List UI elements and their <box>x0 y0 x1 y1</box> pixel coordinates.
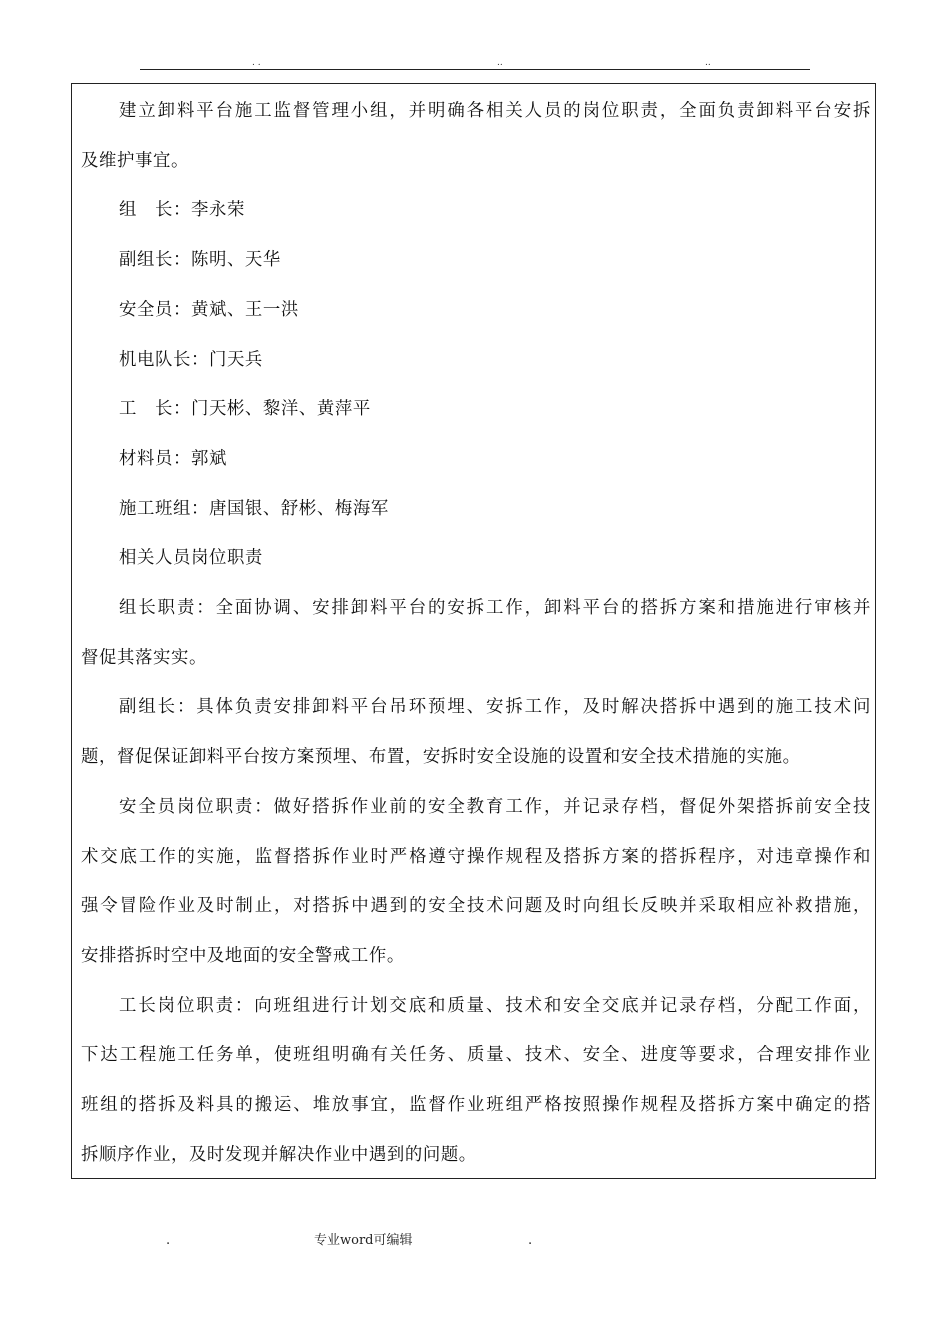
document-body <box>81 87 871 1180</box>
construction-team-line: 施工班组：唐国银、舒彬、梅海军 <box>119 498 389 519</box>
footer-dot-right: . <box>528 1233 533 1248</box>
paragraph-line: 安全员岗位职责：做好搭拆作业前的安全教育工作，并记录存档，督促外架搭拆前安全技 <box>119 796 871 817</box>
paragraph-line: 强令冒险作业及时制止，对搭拆中遇到的安全技术问题及时向组长反映并采取相应补救措施， <box>81 896 871 917</box>
paragraph-line: 副组长：具体负责安排卸料平台吊环预埋、安拆工作，及时解决搭拆中遇到的施工技术问 <box>119 697 871 718</box>
header-rule <box>140 69 810 70</box>
electromechanical-captain-line: 机电队长：门天兵 <box>119 349 263 370</box>
paragraph-line: 组长职责：全面协调、安排卸料平台的安拆工作，卸料平台的搭拆方案和措施进行审核并 <box>119 598 871 619</box>
paragraph-line: 安排搭拆时空中及地面的安全警戒工作。 <box>81 945 405 966</box>
header-dots-left: . . <box>252 58 261 68</box>
team-leader-line: 组 长：李永荣 <box>119 200 245 221</box>
paragraph-line: 拆顺序作业，及时发现并解决作业中遇到的问题。 <box>81 1144 477 1165</box>
paragraph-line: 下达工程施工任务单，使班组明确有关任务、质量、技术、安全、进度等要求，合理安排作业 <box>81 1045 871 1066</box>
footer-text: 专业word可编辑 <box>314 1233 413 1248</box>
foreman-line: 工 长：门天彬、黎洋、黄萍平 <box>119 399 371 420</box>
deputy-leader-line: 副组长：陈明、天华 <box>119 250 281 271</box>
paragraph-line: 及维护事宜。 <box>81 150 189 171</box>
paragraph-line: 术交底工作的实施，监督搭拆作业时严格遵守操作规程及搭拆方案的搭拆程序，对违章操作和 <box>81 846 871 867</box>
material-officer-line: 材料员：郭斌 <box>119 448 227 469</box>
footer-dot-left: . <box>166 1233 171 1248</box>
paragraph-line: 督促其落实实。 <box>81 647 207 668</box>
safety-officer-line: 安全员：黄斌、王一洪 <box>119 299 299 320</box>
paragraph-line: 工长岗位职责：向班组进行计划交底和质量、技术和安全交底并记录存档，分配工作面， <box>119 995 871 1016</box>
header-dots-right: .. <box>705 58 711 68</box>
paragraph-line: 班组的搭拆及料具的搬运、堆放事宜，监督作业班组严格按照操作规程及搭拆方案中确定的搭 <box>81 1095 871 1116</box>
paragraph-line: 题，督促保证卸料平台按方案预埋、布置，安拆时安全设施的设置和安全技术措施的实施。 <box>81 747 801 768</box>
header-dots-middle: .. <box>497 58 503 68</box>
paragraph-line: 建立卸料平台施工监督管理小组，并明确各相关人员的岗位职责，全面负责卸料平台安拆 <box>119 101 871 121</box>
section-heading: 相关人员岗位职责 <box>119 548 263 569</box>
